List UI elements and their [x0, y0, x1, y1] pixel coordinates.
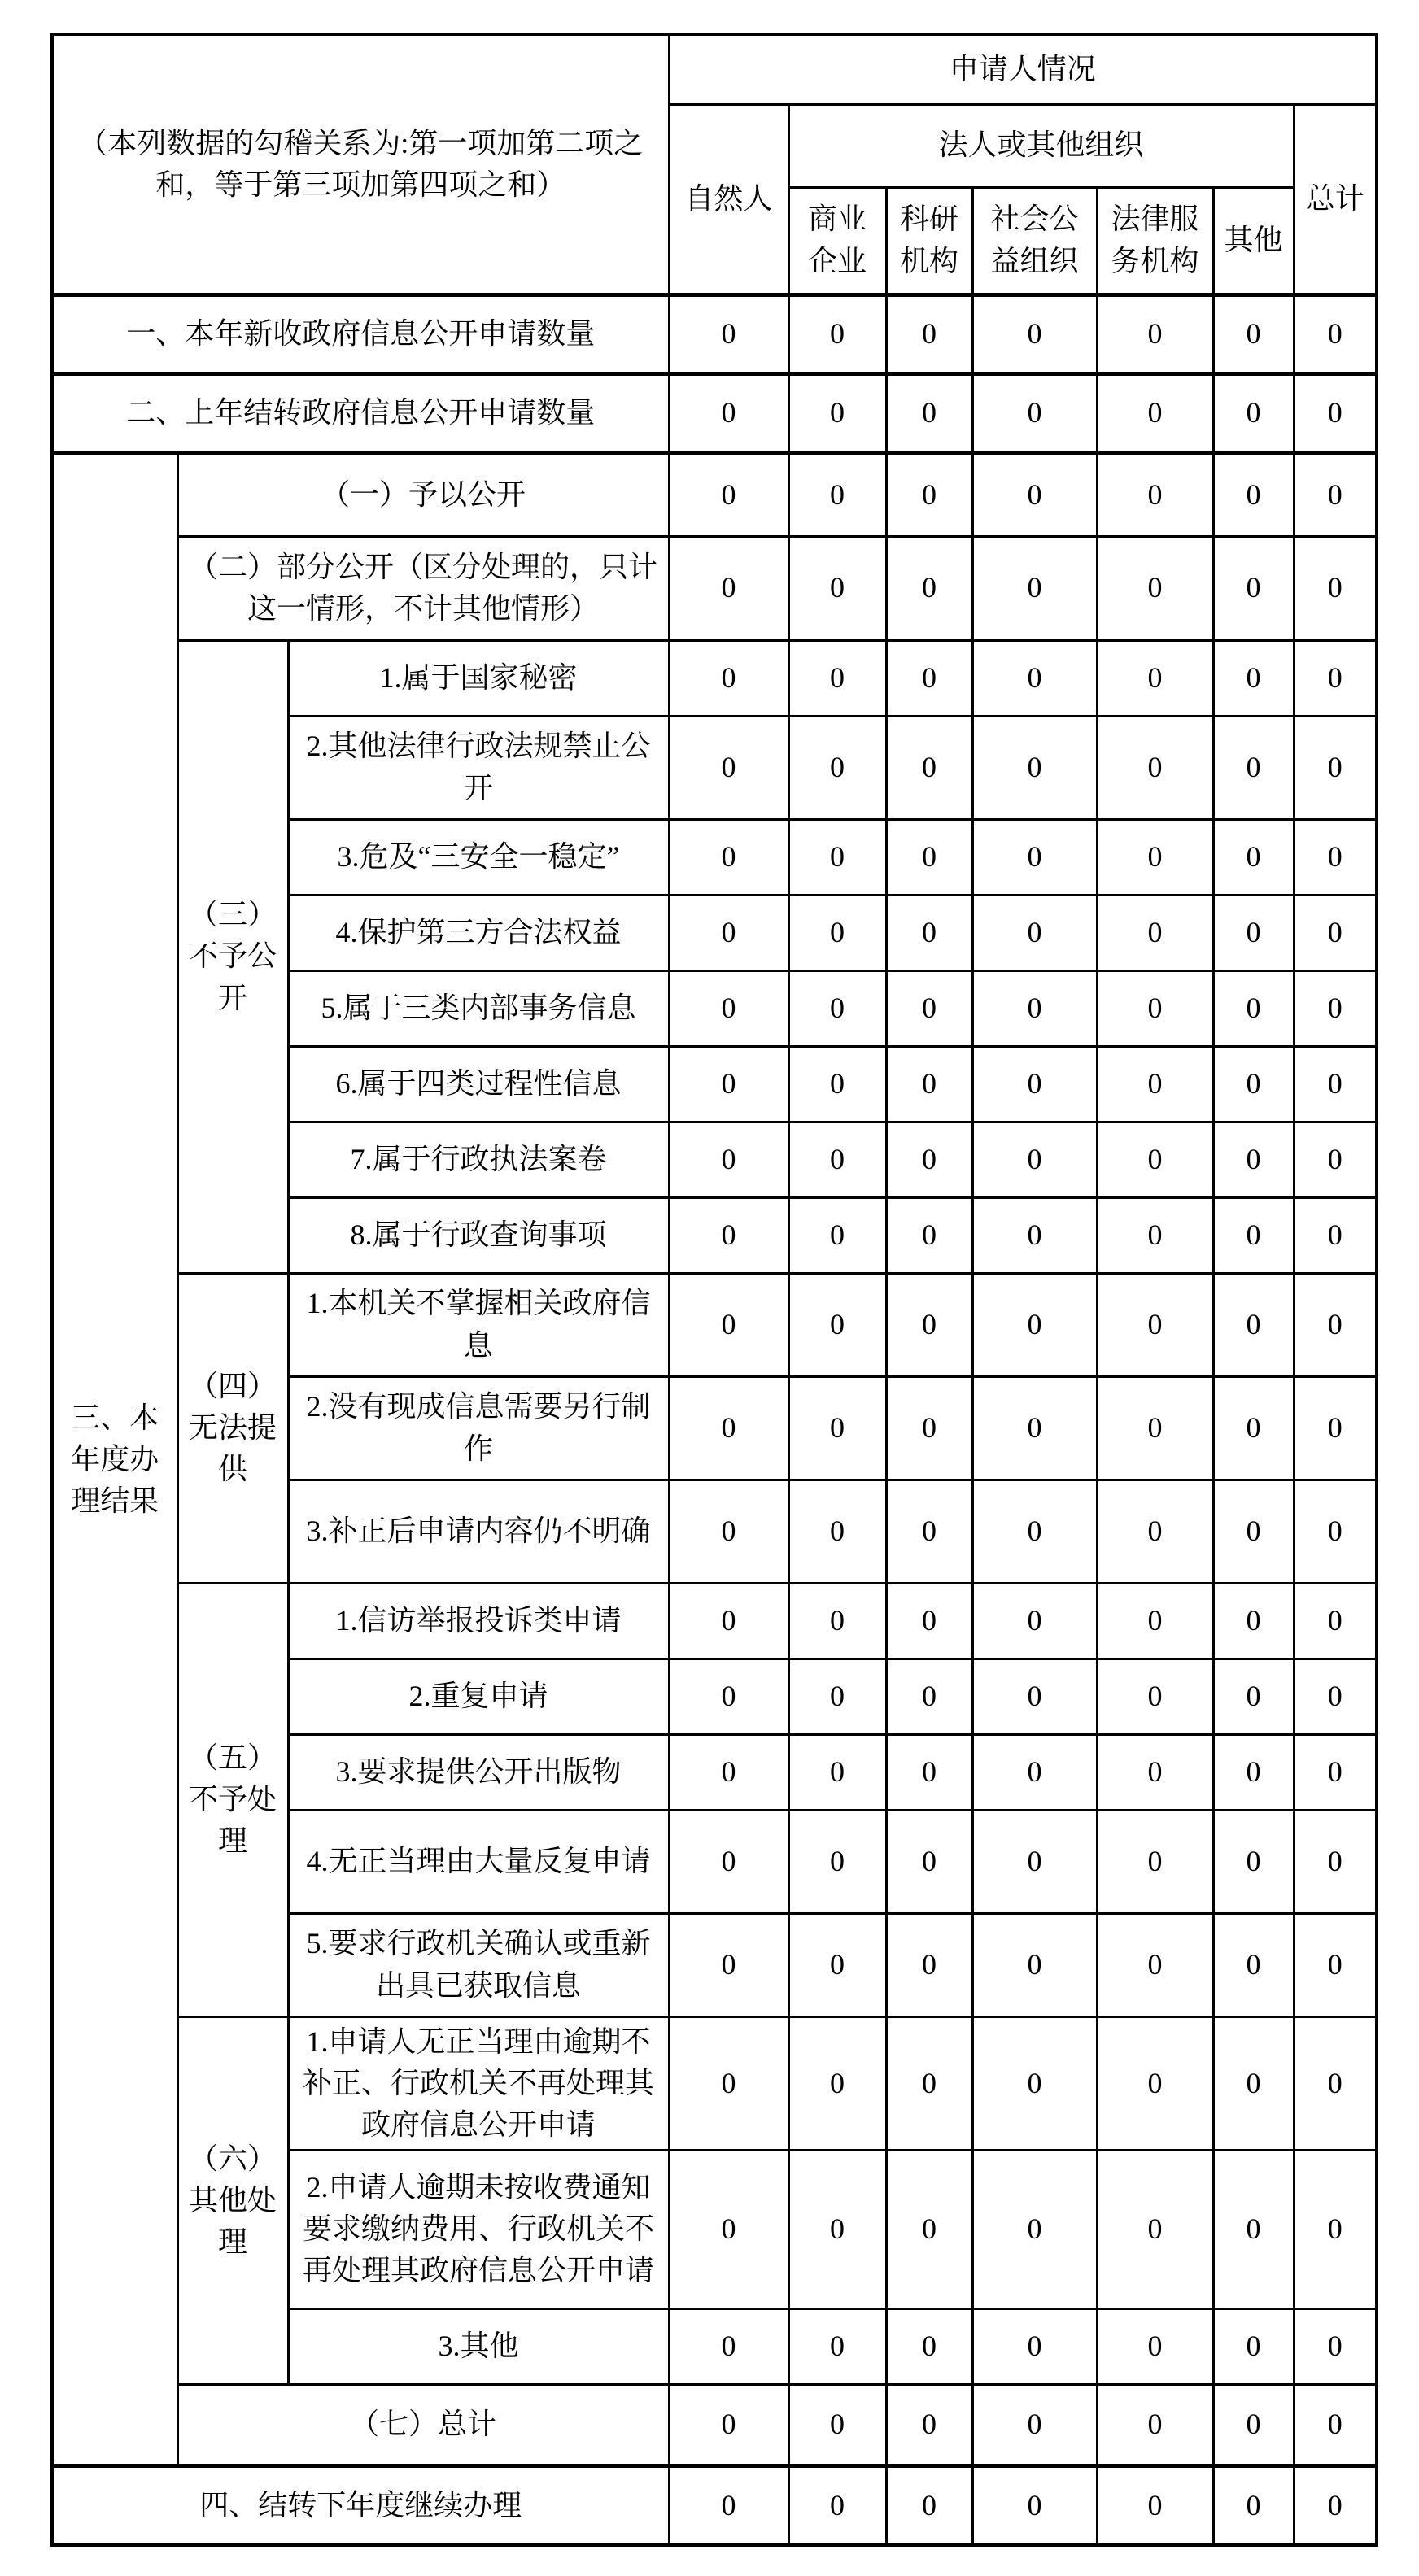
value-cell: 0: [972, 640, 1097, 716]
value-cell: 0: [1097, 453, 1213, 536]
value-cell: 0: [1097, 716, 1213, 819]
value-cell: 0: [788, 1046, 886, 1122]
value-cell: 0: [1213, 1658, 1294, 1734]
value-cell: 0: [669, 1583, 788, 1658]
value-cell: 0: [1294, 453, 1377, 536]
row-label-request-public-publications: 3.要求提供公开出版物: [288, 1734, 669, 1810]
value-cell: 0: [886, 536, 972, 640]
value-cell: 0: [669, 453, 788, 536]
value-cell: 0: [669, 1376, 788, 1480]
value-cell: 0: [1213, 895, 1294, 970]
value-cell: 0: [788, 1810, 886, 1913]
value-cell: 0: [1097, 1734, 1213, 1810]
value-cell: 0: [972, 1913, 1097, 2016]
value-cell: 0: [1097, 970, 1213, 1046]
value-cell: 0: [1213, 2465, 1294, 2545]
value-cell: 0: [972, 716, 1097, 819]
value-cell: 0: [886, 819, 972, 895]
value-cell: 0: [1294, 2308, 1377, 2384]
value-cell: 0: [972, 453, 1097, 536]
value-cell: 0: [1097, 373, 1213, 453]
header-applicant-title: 申请人情况: [669, 34, 1377, 104]
value-cell: 0: [1097, 895, 1213, 970]
row-label-other: 3.其他: [288, 2308, 669, 2384]
value-cell: 0: [1294, 536, 1377, 640]
value-cell: 0: [788, 2465, 886, 2545]
value-cell: 0: [788, 1658, 886, 1734]
value-cell: 0: [1097, 2150, 1213, 2308]
value-cell: 0: [1213, 1810, 1294, 1913]
group-label-other-processing: （六）其他处理: [177, 2016, 288, 2384]
row-label-endanger-security-stability: 3.危及“三安全一稳定”: [288, 819, 669, 895]
value-cell: 0: [788, 1122, 886, 1197]
value-cell: 0: [1213, 294, 1294, 373]
section-label-annual-results: 三、本年度办理结果: [52, 453, 177, 2465]
value-cell: 0: [669, 716, 788, 819]
value-cell: 0: [1213, 2384, 1294, 2465]
value-cell: 0: [669, 1913, 788, 2016]
row-label-partially-disclosed: （二）部分公开（区分处理的，只计这一情形，不计其他情形）: [177, 536, 669, 640]
value-cell: 0: [788, 970, 886, 1046]
row-label-petition-complaint-requests: 1.信访举报投诉类申请: [288, 1583, 669, 1658]
value-cell: 0: [972, 1810, 1097, 1913]
header-col-natural-person: 自然人: [669, 104, 788, 294]
header-subcol-research-institution: 科研机构: [886, 187, 972, 294]
header-subcol-business-enterprise: 商业企业: [788, 187, 886, 294]
value-cell: 0: [1097, 1913, 1213, 2016]
value-cell: 0: [788, 1273, 886, 1376]
value-cell: 0: [788, 373, 886, 453]
value-cell: 0: [1097, 1810, 1213, 1913]
header-col-legal-org-group: 法人或其他组织: [788, 104, 1294, 187]
value-cell: 0: [788, 1376, 886, 1480]
value-cell: 0: [1213, 2016, 1294, 2150]
row-label-unjustified-repeated-requests: 4.无正当理由大量反复申请: [288, 1810, 669, 1913]
value-cell: 0: [1294, 373, 1377, 453]
value-cell: 0: [886, 640, 972, 716]
value-cell: 0: [886, 1658, 972, 1734]
value-cell: 0: [1294, 716, 1377, 819]
value-cell: 0: [1097, 1122, 1213, 1197]
value-cell: 0: [1294, 1273, 1377, 1376]
header-col-total: 总计: [1294, 104, 1377, 294]
value-cell: 0: [886, 1046, 972, 1122]
value-cell: 0: [1294, 2465, 1377, 2545]
value-cell: 0: [1294, 2384, 1377, 2465]
value-cell: 0: [669, 1658, 788, 1734]
value-cell: 0: [788, 2308, 886, 2384]
value-cell: 0: [1097, 1658, 1213, 1734]
row-label-carried-over-requests: 二、上年结转政府信息公开申请数量: [52, 373, 669, 453]
row-label-state-secret: 1.属于国家秘密: [288, 640, 669, 716]
value-cell: 0: [886, 1197, 972, 1273]
header-subcol-social-welfare-org: 社会公益组织: [972, 187, 1097, 294]
value-cell: 0: [886, 1583, 972, 1658]
value-cell: 0: [972, 1734, 1097, 1810]
value-cell: 0: [788, 2150, 886, 2308]
value-cell: 0: [972, 1480, 1097, 1583]
value-cell: 0: [1213, 1376, 1294, 1480]
value-cell: 0: [1294, 819, 1377, 895]
value-cell: 0: [972, 1376, 1097, 1480]
value-cell: 0: [1213, 640, 1294, 716]
value-cell: 0: [886, 1734, 972, 1810]
value-cell: 0: [972, 1046, 1097, 1122]
value-cell: 0: [886, 2465, 972, 2545]
value-cell: 0: [1294, 1122, 1377, 1197]
value-cell: 0: [1097, 640, 1213, 716]
value-cell: 0: [886, 1480, 972, 1583]
value-cell: 0: [886, 453, 972, 536]
value-cell: 0: [886, 373, 972, 453]
value-cell: 0: [669, 1810, 788, 1913]
value-cell: 0: [886, 895, 972, 970]
value-cell: 0: [1294, 1376, 1377, 1480]
value-cell: 0: [1294, 1480, 1377, 1583]
value-cell: 0: [1294, 1810, 1377, 1913]
value-cell: 0: [1097, 1480, 1213, 1583]
value-cell: 0: [886, 716, 972, 819]
value-cell: 0: [1097, 1197, 1213, 1273]
value-cell: 0: [1097, 2308, 1213, 2384]
value-cell: 0: [972, 1197, 1097, 1273]
value-cell: 0: [669, 2308, 788, 2384]
row-label-overdue-no-correction: 1.申请人无正当理由逾期不补正、行政机关不再处理其政府信息公开申请: [288, 2016, 669, 2150]
value-cell: 0: [1097, 294, 1213, 373]
value-cell: 0: [886, 1913, 972, 2016]
group-label-not-disclosed: （三）不予公开: [177, 640, 288, 1273]
row-label-info-not-held: 1.本机关不掌握相关政府信息: [288, 1273, 669, 1376]
value-cell: 0: [669, 970, 788, 1046]
value-cell: 0: [1213, 1913, 1294, 2016]
value-cell: 0: [886, 2150, 972, 2308]
value-cell: 0: [972, 536, 1097, 640]
value-cell: 0: [1213, 2150, 1294, 2308]
value-cell: 0: [788, 2384, 886, 2465]
value-cell: 0: [886, 2384, 972, 2465]
row-label-subtotal: （七）总计: [177, 2384, 669, 2465]
value-cell: 0: [1213, 1046, 1294, 1122]
value-cell: 0: [1213, 453, 1294, 536]
value-cell: 0: [972, 819, 1097, 895]
value-cell: 0: [1213, 536, 1294, 640]
value-cell: 0: [1294, 1046, 1377, 1122]
value-cell: 0: [1294, 895, 1377, 970]
value-cell: 0: [886, 1810, 972, 1913]
row-label-internal-affairs-info: 5.属于三类内部事务信息: [288, 970, 669, 1046]
value-cell: 0: [1097, 1583, 1213, 1658]
value-cell: 0: [788, 1583, 886, 1658]
value-cell: 0: [1213, 1273, 1294, 1376]
value-cell: 0: [1213, 819, 1294, 895]
row-label-enforcement-files: 7.属于行政执法案卷: [288, 1122, 669, 1197]
value-cell: 0: [1213, 1480, 1294, 1583]
value-cell: 0: [669, 1046, 788, 1122]
value-cell: 0: [972, 2465, 1097, 2545]
value-cell: 0: [1213, 1583, 1294, 1658]
value-cell: 0: [972, 1583, 1097, 1658]
header-left-note: （本列数据的勾稽关系为:第一项加第二项之和，等于第三项加第四项之和）: [52, 34, 669, 294]
value-cell: 0: [1097, 819, 1213, 895]
value-cell: 0: [1097, 2016, 1213, 2150]
value-cell: 0: [1294, 640, 1377, 716]
value-cell: 0: [886, 2308, 972, 2384]
value-cell: 0: [1213, 1122, 1294, 1197]
value-cell: 0: [788, 2016, 886, 2150]
value-cell: 0: [1213, 1197, 1294, 1273]
value-cell: 0: [972, 373, 1097, 453]
row-label-protect-third-party: 4.保护第三方合法权益: [288, 895, 669, 970]
value-cell: 0: [972, 2016, 1097, 2150]
group-label-unable-to-provide: （四）无法提供: [177, 1273, 288, 1583]
value-cell: 0: [1097, 1376, 1213, 1480]
value-cell: 0: [1213, 970, 1294, 1046]
value-cell: 0: [669, 373, 788, 453]
row-label-carry-to-next-year: 四、结转下年度继续办理: [52, 2465, 669, 2545]
value-cell: 0: [788, 1913, 886, 2016]
value-cell: 0: [788, 1480, 886, 1583]
row-label-overdue-fee-not-paid: 2.申请人逾期未按收费通知要求缴纳费用、行政机关不再处理其政府信息公开申请: [288, 2150, 669, 2308]
value-cell: 0: [1294, 1583, 1377, 1658]
value-cell: 0: [788, 1734, 886, 1810]
header-subcol-legal-service-org: 法律服务机构: [1097, 187, 1213, 294]
value-cell: 0: [972, 1273, 1097, 1376]
row-label-confirm-or-reissue-info: 5.要求行政机关确认或重新出具已获取信息: [288, 1913, 669, 2016]
value-cell: 0: [886, 1122, 972, 1197]
value-cell: 0: [1213, 1734, 1294, 1810]
value-cell: 0: [972, 294, 1097, 373]
value-cell: 0: [886, 970, 972, 1046]
value-cell: 0: [886, 1376, 972, 1480]
value-cell: 0: [972, 2308, 1097, 2384]
value-cell: 0: [1294, 1197, 1377, 1273]
value-cell: 0: [886, 1273, 972, 1376]
row-label-new-requests: 一、本年新收政府信息公开申请数量: [52, 294, 669, 373]
value-cell: 0: [669, 2150, 788, 2308]
value-cell: 0: [788, 819, 886, 895]
value-cell: 0: [972, 1658, 1097, 1734]
header-subcol-other: 其他: [1213, 187, 1294, 294]
value-cell: 0: [669, 1273, 788, 1376]
value-cell: 0: [1294, 294, 1377, 373]
value-cell: 0: [1294, 970, 1377, 1046]
value-cell: 0: [788, 716, 886, 819]
value-cell: 0: [669, 536, 788, 640]
value-cell: 0: [1213, 2308, 1294, 2384]
row-label-needs-separate-production: 2.没有现成信息需要另行制作: [288, 1376, 669, 1480]
value-cell: 0: [669, 1197, 788, 1273]
value-cell: 0: [1097, 536, 1213, 640]
value-cell: 0: [669, 2384, 788, 2465]
value-cell: 0: [788, 1197, 886, 1273]
value-cell: 0: [788, 453, 886, 536]
value-cell: 0: [972, 970, 1097, 1046]
row-label-process-info: 6.属于四类过程性信息: [288, 1046, 669, 1122]
value-cell: 0: [788, 294, 886, 373]
value-cell: 0: [1213, 716, 1294, 819]
value-cell: 0: [788, 536, 886, 640]
value-cell: 0: [1097, 1273, 1213, 1376]
value-cell: 0: [669, 895, 788, 970]
row-label-repeated-request: 2.重复申请: [288, 1658, 669, 1734]
value-cell: 0: [669, 2016, 788, 2150]
value-cell: 0: [1097, 2384, 1213, 2465]
value-cell: 0: [972, 2150, 1097, 2308]
value-cell: 0: [972, 895, 1097, 970]
value-cell: 0: [669, 640, 788, 716]
value-cell: 0: [1097, 2465, 1213, 2545]
value-cell: 0: [788, 895, 886, 970]
value-cell: 0: [1294, 1658, 1377, 1734]
value-cell: 0: [886, 2016, 972, 2150]
row-label-administrative-inquiry: 8.属于行政查询事项: [288, 1197, 669, 1273]
value-cell: 0: [972, 1122, 1097, 1197]
value-cell: 0: [1294, 1913, 1377, 2016]
gov-info-disclosure-table: [50, 33, 1378, 2547]
value-cell: 0: [669, 1734, 788, 1810]
group-label-not-processed: （五）不予处理: [177, 1583, 288, 2016]
value-cell: 0: [669, 1480, 788, 1583]
value-cell: 0: [669, 1122, 788, 1197]
value-cell: 0: [669, 819, 788, 895]
value-cell: 0: [1294, 2016, 1377, 2150]
value-cell: 0: [669, 2465, 788, 2545]
row-label-prohibited-by-law: 2.其他法律行政法规禁止公开: [288, 716, 669, 819]
value-cell: 0: [1294, 1734, 1377, 1810]
value-cell: 0: [788, 640, 886, 716]
row-label-disclosed: （一）予以公开: [177, 453, 669, 536]
value-cell: 0: [1213, 373, 1294, 453]
value-cell: 0: [886, 294, 972, 373]
row-label-still-unclear-after-correction: 3.补正后申请内容仍不明确: [288, 1480, 669, 1583]
value-cell: 0: [972, 2384, 1097, 2465]
value-cell: 0: [669, 294, 788, 373]
value-cell: 0: [1097, 1046, 1213, 1122]
value-cell: 0: [1294, 2150, 1377, 2308]
